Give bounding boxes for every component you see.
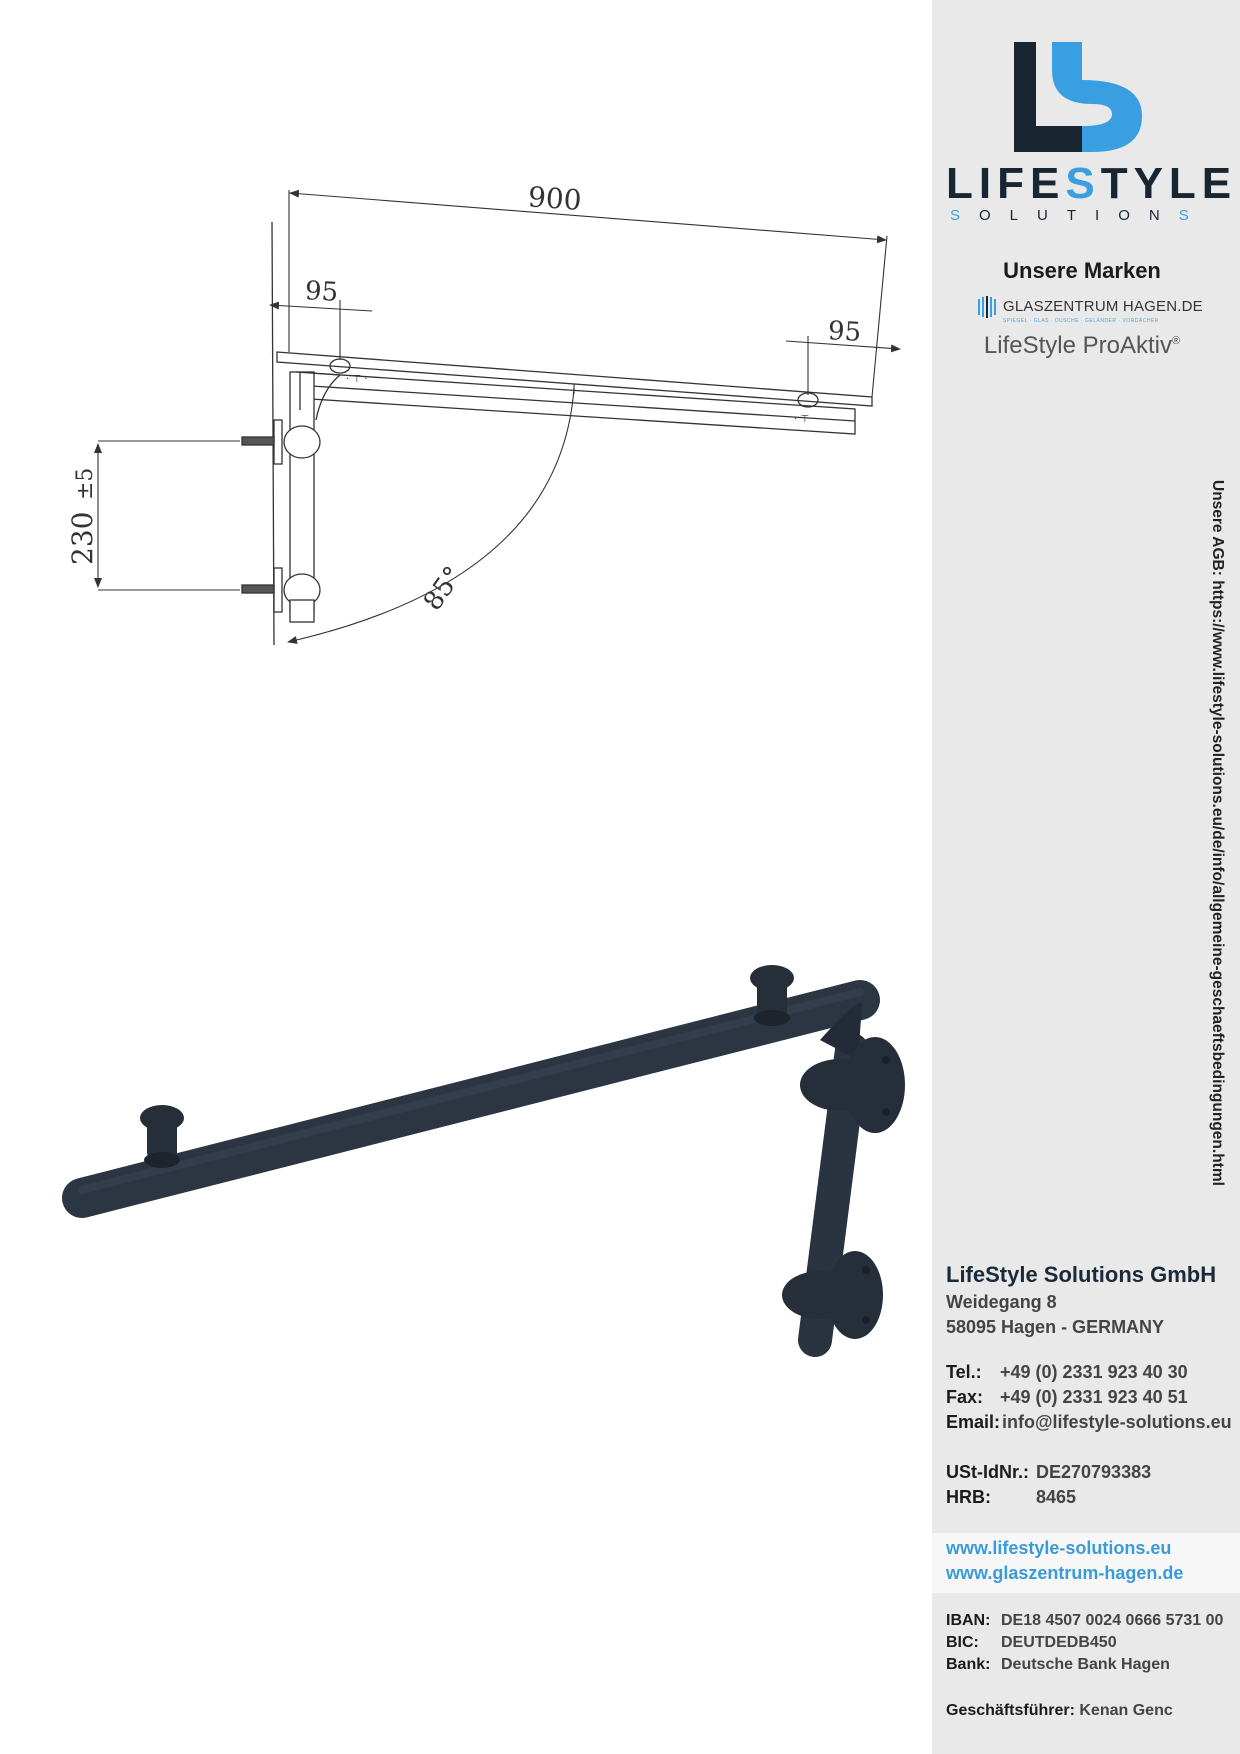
- phone-label: Tel.:: [946, 1362, 982, 1382]
- dim-left-offset-label: 95: [304, 276, 339, 308]
- iban-label: IBAN:: [946, 1612, 991, 1629]
- company-city: 58095 Hagen - GERMANY: [946, 1317, 1165, 1337]
- glaszentrum-brand: [977, 290, 1217, 330]
- management-label: Geschäftsführer:: [946, 1702, 1075, 1719]
- phone-number[interactable]: +49 (0) 2331 923 40 30: [1000, 1362, 1188, 1382]
- hrb-row: [946, 1487, 1236, 1512]
- glaszentrum-tagline: SPIEGEL · GLAS · DUSCHE · GELÄNDER · VORDÄCHER: [1003, 318, 1159, 324]
- bank-row: [946, 1656, 1240, 1678]
- bic-row: [946, 1634, 1240, 1656]
- svg-text:SOLUTIONS: SOLUTIONS: [950, 207, 1208, 224]
- vat-number: DE270793383: [1036, 1462, 1152, 1482]
- dim-right-offset-label: 95: [827, 316, 862, 348]
- hrb-label: HRB:: [946, 1487, 991, 1507]
- glaszentrum-icon: [977, 296, 999, 318]
- vat-row: [946, 1462, 1236, 1487]
- management-name: Kenan Genc: [1079, 1702, 1173, 1719]
- bic-label: BIC:: [946, 1634, 979, 1651]
- proaktiv-brand: [932, 332, 1232, 360]
- dim-width-label: 900: [527, 180, 583, 217]
- proaktiv-name: LifeStyle ProAktiv: [983, 332, 1172, 359]
- dim-tolerance-label: ±5: [73, 467, 98, 500]
- company-street: Weidegang 8: [946, 1292, 1057, 1312]
- website-link-glaszentrum[interactable]: www.glaszentrum-hagen.de: [946, 1563, 1184, 1583]
- bic-value: DEUTDEDB450: [1001, 1634, 1117, 1651]
- email-link[interactable]: info@lifestyle-solutions.eu: [1002, 1412, 1232, 1432]
- terms-link[interactable]: Unsere AGB: https://www.lifestyle-solutions.eu/de/info/allgemeine-geschaeftsbedingungen.html: [1209, 480, 1226, 1186]
- svg-text:LIFESTYLE: LIFESTYLE: [946, 159, 1238, 208]
- registered-mark: ®: [1171, 335, 1181, 347]
- fax-number: +49 (0) 2331 923 40 51: [1000, 1387, 1188, 1407]
- company-name: LifeStyle Solutions GmbH: [946, 1262, 1217, 1287]
- fax-label: Fax:: [946, 1387, 984, 1407]
- brands-title: Unsere Marken: [1003, 258, 1161, 283]
- email-label: Email:: [946, 1412, 1001, 1432]
- bank-value: Deutsche Bank Hagen: [1001, 1656, 1170, 1673]
- hrb-number: 8465: [1036, 1487, 1077, 1507]
- lifestyle-solutions-logo: [932, 30, 1240, 230]
- company-address: [946, 1262, 1236, 1338]
- bank-label: Bank:: [946, 1656, 991, 1673]
- glaszentrum-name: GLASZENTRUM HAGEN.DE: [1003, 298, 1203, 315]
- phone-row: [946, 1362, 1236, 1387]
- web-links: [946, 1538, 1236, 1588]
- fax-row: [946, 1387, 1236, 1412]
- company-sidebar: [932, 0, 1240, 1754]
- iban-value: DE18 4507 0024 0666 5731 00: [1001, 1612, 1224, 1629]
- dim-height-label: 230: [66, 511, 99, 565]
- contact-block: [946, 1362, 1236, 1437]
- dim-angle-label: 85°: [417, 561, 469, 617]
- website-link-lifestyle[interactable]: www.lifestyle-solutions.eu: [946, 1538, 1172, 1558]
- email-row: [946, 1412, 1236, 1437]
- vat-label: USt-IdNr.:: [946, 1462, 1029, 1482]
- product-render: [82, 965, 905, 1340]
- svg-text:· ⊤ ·: · ⊤ ·: [346, 374, 368, 385]
- management-line: [946, 1702, 1240, 1720]
- iban-row: [946, 1612, 1240, 1634]
- svg-text:· ⊤ ·: · ⊤ ·: [794, 414, 816, 425]
- bank-block: [946, 1612, 1240, 1678]
- registration-block: [946, 1462, 1236, 1512]
